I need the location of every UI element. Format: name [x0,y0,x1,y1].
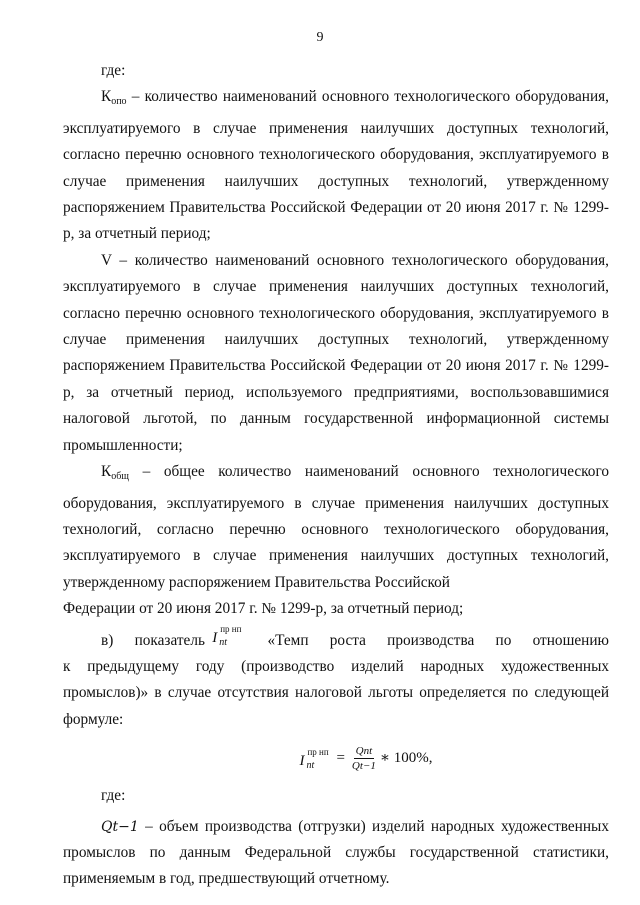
kono-subscript: опо [111,96,127,108]
formula-equals: = [336,749,345,766]
definition-kobsh [63,459,609,596]
item-v-letter: в) [101,631,114,649]
kono-text: – количество наименований основного технологического оборудования, эксплуатируемого в случае применения наилучших доступных технологий, согласно перечню основного технологического оборудования, эксплуатируемого в случае применения наилучших доступных технологий, утвержденному распоряжением Правительства Российской Федерации от 20 июня 2017 г. № 1299-р, за отчетный период; [63,88,609,243]
q-text: – объем производства (отгрузки) изделий народных художественных промыслов по данным Федеральной службы государственной статистики, применяемым в год, предшествующий отчетному. [63,817,609,888]
item-v-rest: к предыдущему году (производство изделий народных художественных промыслов)» в случае отсутствия налоговой льготы определяется по следующей формуле: [63,657,609,728]
formula [123,733,609,783]
formula-lhs-base: I [299,753,305,770]
kobsh-symbol: К [101,463,112,481]
index-symbol-base: I [212,629,218,646]
formula-numerator: Qnt [355,744,373,757]
definition-v: V – количество наименований основного технологического оборудования, эксплуатируемого в случае применения наилучших доступных технологий, согласно перечню основного технологического оборудования, эксплуатируемого в случае применения наилучших доступных технологий, утвержденному распоряжением Правительства Российской Федерации от 20 июня 2017 г. № 1299-р, за отчетный период, используемого предприятиями, воспользовавшимися налоговой льготой, по данным государственной информационной системы промышленности; [63,251,609,454]
item-v-w5: отношению [532,631,609,649]
item-v-w4: по [495,631,512,649]
index-symbol-sup: пр нп [220,623,242,634]
item-v-word: показатель [134,631,205,649]
document-body [63,58,609,893]
kobsh-subscript: общ [111,471,129,483]
formula-lhs-sup: пр нп [307,747,329,758]
where-label-1: где: [101,62,126,79]
formula-lhs [299,747,333,772]
q-symbol: Qt−1 [101,818,139,835]
item-v-w2: роста [329,631,366,649]
item-v-w1: «Темп [267,631,309,649]
item-v-w3: производства [387,631,475,649]
formula-fraction [352,744,376,773]
index-symbol-sub: nt [219,636,227,648]
item-v-first-line [63,625,609,654]
kono-symbol: К [101,88,112,106]
kobsh-text: – общее количество наименований основного технологического оборудования, эксплуатируемого в случае применения наилучших доступных технологий, согласно перечню основного технологического оборудования, эксплуатируемого в случае применения наилучших доступных технологий, утвержденному распоряжением Правительства Российской [63,463,609,591]
formula-denominator: Qt−1 [351,759,376,772]
formula-tail: ∗ 100%, [379,749,433,766]
kobsh-last-line: Федерации от 20 июня 2017 г. № 1299-р, за отчетный период; [63,600,464,618]
where-label-2: где: [101,787,126,805]
definition-kono [63,84,609,247]
index-symbol [212,623,246,648]
definition-q [63,814,609,893]
formula-lhs-sub: nt [306,760,315,772]
page-number: 9 [316,30,324,45]
